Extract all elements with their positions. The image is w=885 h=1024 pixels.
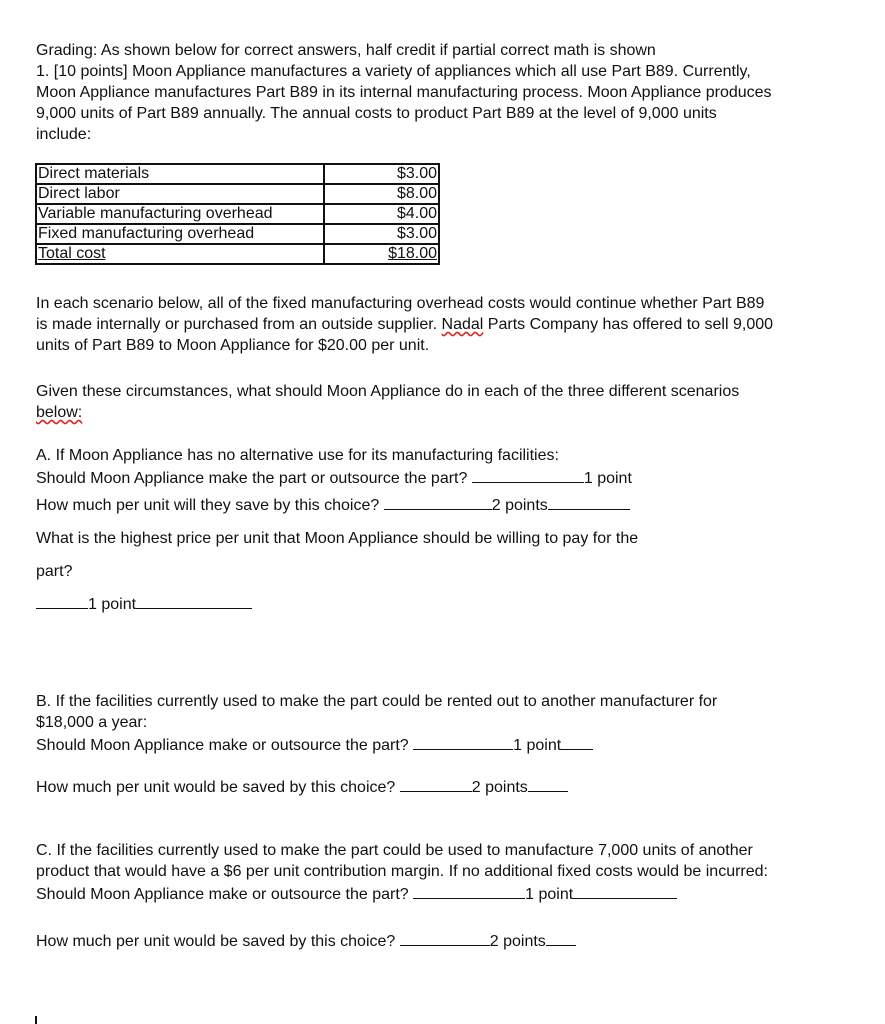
answer-blank[interactable] xyxy=(413,882,525,899)
points-label: 1 point xyxy=(513,737,562,754)
scenario-c-q1 xyxy=(36,882,776,905)
spacer xyxy=(36,798,776,840)
answer-blank[interactable] xyxy=(136,592,252,609)
scenario-c-q1-text: Should Moon Appliance make or outsource the part? xyxy=(36,886,409,903)
scenario-a-q3-answer xyxy=(36,588,776,621)
points-label: 2 points xyxy=(489,933,546,950)
points-label: 1 point xyxy=(583,470,632,487)
answer-blank[interactable] xyxy=(36,592,88,609)
scenario-a-q2-text: How much per unit will they save by this choice? xyxy=(36,497,380,514)
intro-section xyxy=(36,40,776,145)
answer-blank[interactable] xyxy=(384,493,492,510)
cost-label: Direct labor xyxy=(36,184,324,204)
points-label: 1 point xyxy=(525,886,574,903)
scenario-intro xyxy=(36,293,776,356)
cost-label: Direct materials xyxy=(36,164,324,184)
scenario-a-q3-cont xyxy=(36,555,776,588)
cost-row xyxy=(36,184,439,204)
cost-total-amount: $18.00 xyxy=(324,244,439,264)
scenario-b-q2-text: How much per unit would be saved by this choice? xyxy=(36,779,396,796)
scenario-c-q2-text: How much per unit would be saved by this choice? xyxy=(36,933,396,950)
cost-table xyxy=(35,163,440,265)
cost-row xyxy=(36,224,439,244)
scenario-c-q2 xyxy=(36,929,776,952)
scenario-a-q2 xyxy=(36,489,776,522)
grading-note: Grading: As shown below for correct answers, half credit if partial correct math is shown xyxy=(36,42,656,59)
scenario-c xyxy=(36,840,776,952)
problem-statement: 1. [10 points] Moon Appliance manufactures a variety of appliances which all use Part B89. Currently, Moon Appliance manufactures Part B89 in its internal manufacturing process. Moon Appliance produces 9,000 units of Part B89 annually. The annual costs to product Part B89 at the level of 9,000 units include: xyxy=(36,63,772,143)
scenario-a-q3 xyxy=(36,522,776,555)
points-label: 2 points xyxy=(491,497,548,514)
scenario-a-heading: A. If Moon Appliance has no alternative use for its manufacturing facilities: xyxy=(36,447,559,464)
cost-amount: $3.00 xyxy=(324,224,439,244)
answer-blank[interactable] xyxy=(472,466,584,483)
cost-amount: $4.00 xyxy=(324,204,439,224)
answer-blank[interactable] xyxy=(400,775,472,792)
cost-label: Variable manufacturing overhead xyxy=(36,204,324,224)
spacer xyxy=(36,621,776,691)
scenario-intro-text-cont: Parts Company has offered to sell 9,000 units of Part B89 to Moon Appliance for $20.00 per unit. xyxy=(36,316,774,354)
cost-total-row xyxy=(36,244,439,264)
scenario-a-q1 xyxy=(36,466,776,489)
answer-blank[interactable] xyxy=(528,775,568,792)
scenario-b-q1-text: Should Moon Appliance make or outsource the part? xyxy=(36,737,409,754)
answer-blank[interactable] xyxy=(548,493,630,510)
answer-blank[interactable] xyxy=(561,733,593,750)
scenario-b-q1 xyxy=(36,733,776,759)
cost-label: Fixed manufacturing overhead xyxy=(36,224,324,244)
scenario-intro-text: In each scenario below, all of the fixed manufacturing overhead costs would continue whether Part B89 is made internally or purchased from an outside supplier. xyxy=(36,295,765,333)
text-cursor xyxy=(35,1016,37,1024)
cost-amount: $8.00 xyxy=(324,184,439,204)
answer-blank[interactable] xyxy=(413,733,513,750)
answer-blank[interactable] xyxy=(573,882,677,899)
scenario-a-q1-text: Should Moon Appliance make the part or outsource the part? xyxy=(36,470,468,487)
question-intro xyxy=(36,381,776,423)
spellcheck-flagged-word-2[interactable]: below: xyxy=(36,404,83,421)
scenario-b-heading: B. If the facilities currently used to make the part could be rented out to another manufacturer for $18,000 a year: xyxy=(36,693,718,731)
scenario-a-q3-text: What is the highest price per unit that Moon Appliance should be willing to pay for the xyxy=(36,530,639,547)
cost-row xyxy=(36,164,439,184)
cost-total-label: Total cost xyxy=(36,244,324,264)
scenario-a xyxy=(36,445,776,621)
scenario-b-q2 xyxy=(36,775,776,798)
document-page xyxy=(36,40,776,952)
scenario-a-q3-text-cont: part? xyxy=(36,563,73,580)
answer-blank[interactable] xyxy=(546,929,576,946)
question-intro-text: Given these circumstances, what should Moon Appliance do in each of the three different scenarios xyxy=(36,383,740,400)
scenario-c-heading: C. If the facilities currently used to make the part could be used to manufacture 7,000 units of another product that would have a $6 per unit contribution margin. If no additional fixed costs would be incurred: xyxy=(36,842,768,880)
scenario-b xyxy=(36,691,776,798)
points-label: 1 point xyxy=(88,596,137,613)
answer-blank[interactable] xyxy=(400,929,490,946)
cost-row xyxy=(36,204,439,224)
spellcheck-flagged-word[interactable]: Nadal xyxy=(441,316,484,333)
cost-amount: $3.00 xyxy=(324,164,439,184)
points-label: 2 points xyxy=(471,779,528,796)
